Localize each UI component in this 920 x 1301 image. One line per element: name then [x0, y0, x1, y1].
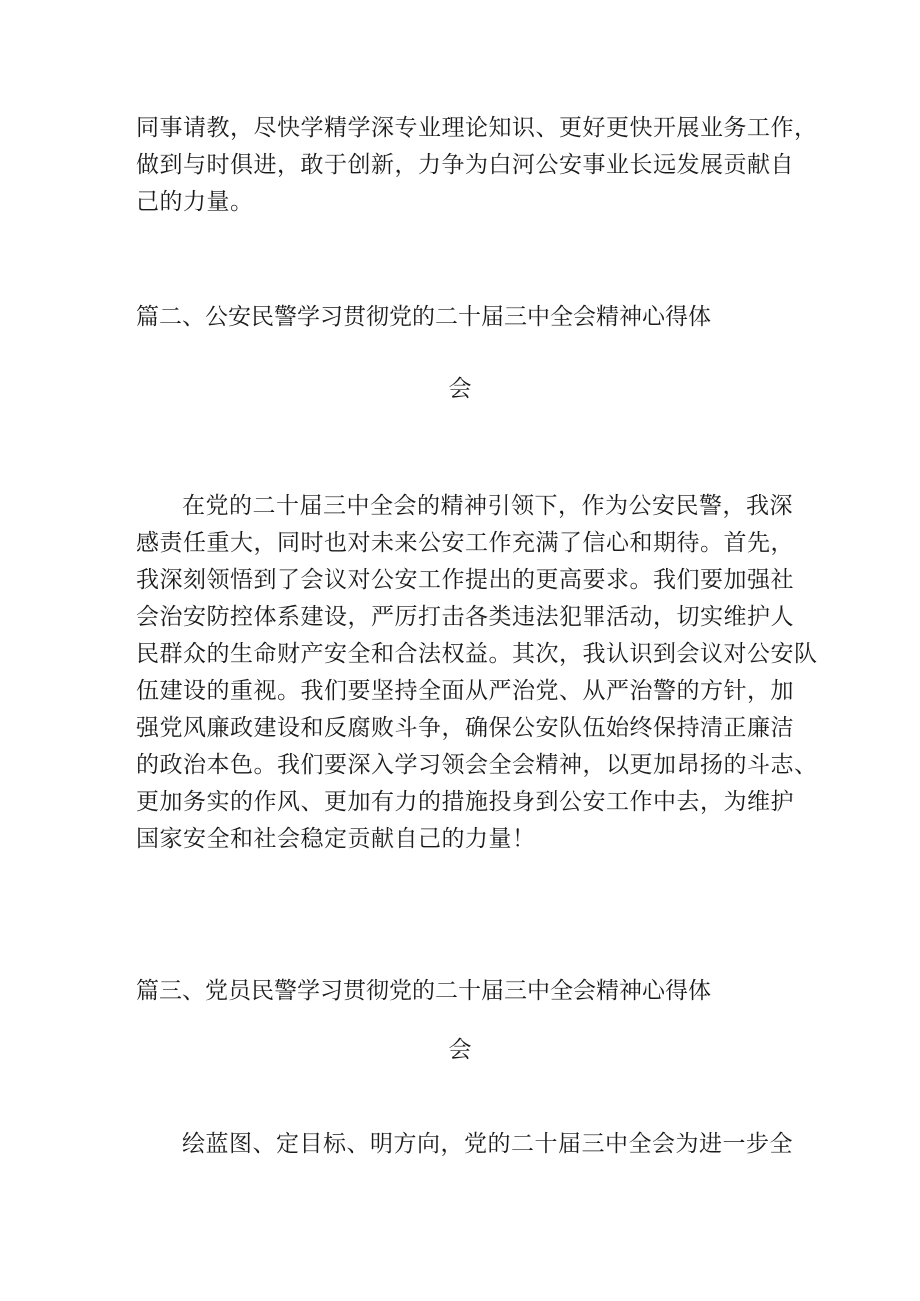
paragraph-line: 在党的二十届三中全会的精神引领下，作为公安民警，我深: [182, 493, 793, 519]
section-2-title-tail: 会: [448, 376, 472, 402]
paragraph-line: 我深刻领悟到了会议对公安工作提出的更高要求。我们要加强社: [136, 567, 794, 593]
paragraph-line: 绘蓝图、定目标、明方向，党的二十届三中全会为进一步全: [182, 1131, 793, 1157]
paragraph-line: 强党风廉政建设和反腐败斗争，确保公安队伍始终保持清正廉洁: [136, 715, 794, 741]
paragraph-line: 同事请教，尽快学精学深专业理论知识、更好更快开展业务工作，: [136, 115, 818, 141]
section-3-title: 篇三、党员民警学习贯彻党的二十届三中全会精神心得体: [136, 978, 711, 1004]
section-2-paragraph: [136, 488, 818, 858]
paragraph-line: 伍建设的重视。我们要坚持全面从严治党、从严治警的方针，加: [136, 678, 794, 704]
paragraph-line: 感责任重大，同时也对未来公安工作充满了信心和期待。首先，: [136, 530, 794, 556]
section-3-paragraph: [136, 1126, 796, 1163]
section-3-title-tail: 会: [448, 1037, 472, 1063]
paragraph-line: 己的力量。: [136, 189, 254, 215]
section-2-title: 篇二、公安民警学习贯彻党的二十届三中全会精神心得体: [136, 304, 711, 330]
paragraph-line: 做到与时俱进，敢于创新，力争为白河公安事业长远发展贡献自: [136, 152, 794, 178]
paragraph-line: 民群众的生命财产安全和合法权益。其次，我认识到会议对公安队: [136, 641, 818, 667]
paragraph-continuation: [136, 110, 818, 221]
paragraph-line: 更加务实的作风、更加有力的措施投身到公安工作中去，为维护: [136, 789, 794, 815]
paragraph-line: 国家安全和社会稳定贡献自己的力量！: [136, 826, 536, 852]
paragraph-line: 的政治本色。我们要深入学习领会全会精神，以更加昂扬的斗志、: [136, 752, 818, 778]
paragraph-line: 会治安防控体系建设，严厉打击各类违法犯罪活动，切实维护人: [136, 604, 794, 630]
